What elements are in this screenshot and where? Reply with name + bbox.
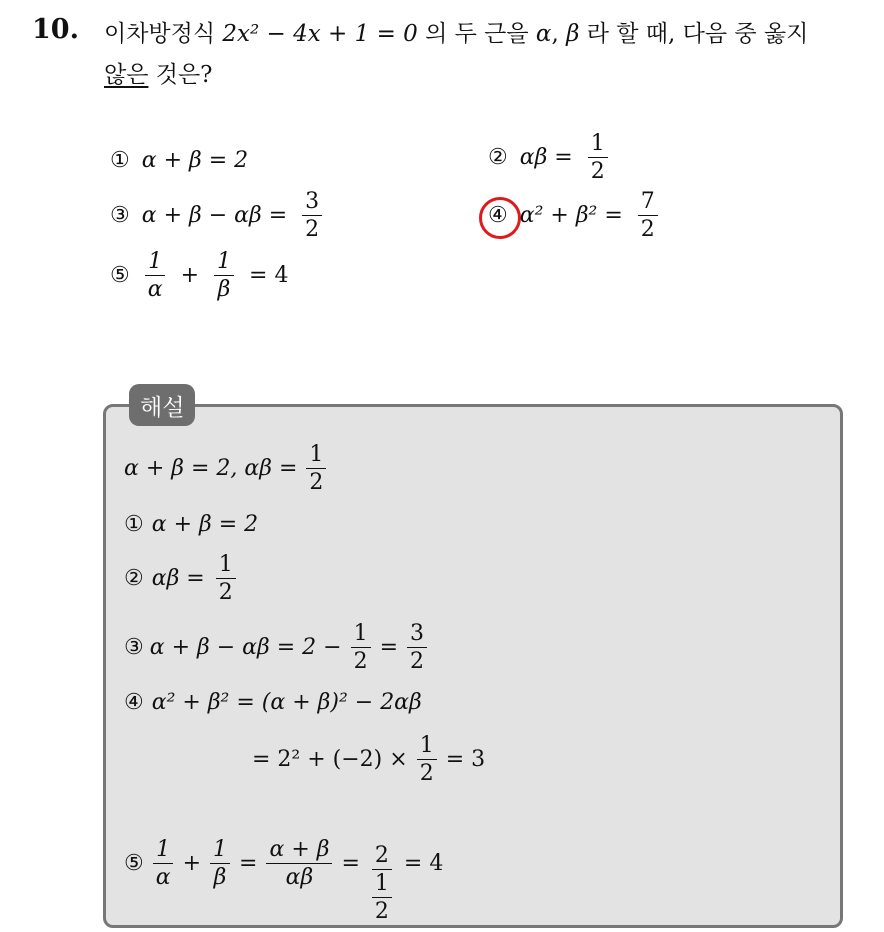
choice-2-number: ②: [488, 145, 508, 171]
choice-2-fraction: $\frac{1}{2}$: [588, 132, 608, 183]
solution-line-4: ④ α² + β² = (α + β)² − 2αβ: [124, 690, 422, 715]
solution-line-1: ① α + β = 2: [124, 512, 259, 537]
question-text-tail: 것은?: [155, 62, 213, 88]
solution-label: 해설: [129, 384, 195, 426]
choice-4-fraction: $\frac{7}{2}$: [638, 190, 658, 241]
question-text-start: 이차방정식: [104, 21, 216, 47]
choice-4-number: ④: [488, 203, 508, 229]
choice-2[interactable]: [488, 132, 611, 183]
question-line-2: [104, 56, 213, 89]
choice-5-number: ⑤: [110, 263, 130, 289]
choice-5-expr: = 4: [249, 263, 289, 289]
choice-5[interactable]: [110, 250, 288, 301]
question-number: 10.: [32, 14, 79, 45]
solution-line-3: ③ α + β − αβ = 2 − $\frac{1}{2}$ = $\frac{3}{2}$: [124, 622, 430, 673]
choice-3-fraction: $\frac{3}{2}$: [302, 190, 322, 241]
choice-4[interactable]: [488, 190, 661, 241]
choice-4-expr: α² + β² =: [519, 203, 623, 229]
beta-symbol: β: [566, 21, 580, 47]
solution-line-0: α + β = 2, αβ = $\frac{1}{2}$: [124, 443, 329, 494]
choice-3-expr: α + β − αβ =: [141, 203, 288, 229]
underlined-word: 않은: [104, 62, 149, 88]
choice-1-expr: α + β = 2: [141, 148, 249, 173]
choice-3-number: ③: [110, 203, 130, 229]
solution-line-2: ② αβ = $\frac{1}{2}$: [124, 553, 239, 604]
choice-3[interactable]: [110, 190, 325, 241]
choice-2-expr: αβ =: [519, 145, 573, 171]
equation: 2x² − 4x + 1 = 0: [222, 21, 418, 47]
solution-line-5: ⑤ $\frac{1}{\alpha}$ + $\frac{1}{\beta}$ = $\frac{\alpha + \beta}{\alpha\beta}$ = $\frac{2}{\frac{1}{2}}$ = 4: [124, 837, 444, 925]
question-text-mid: 의 두 근을: [425, 21, 529, 47]
question-text-end: 라 할 때, 다음 중 옳지: [586, 21, 809, 47]
choice-1-number: ①: [110, 148, 130, 173]
choice-1[interactable]: [110, 148, 248, 173]
choice-5-plus: +: [180, 263, 200, 289]
choice-5-fraction-2: $\frac{1}{\beta}$: [214, 250, 234, 301]
solution-line-4b: = 2² + (−2) × $\frac{1}{2}$ = 3: [252, 733, 486, 787]
alpha-symbol: α: [535, 21, 552, 47]
question-line-1: 이차방정식 2x² − 4x + 1 = 0 의 두 근을 α, β 라 할 때, 다음 중 옳지: [104, 21, 809, 47]
choice-5-fraction-1: $\frac{1}{\alpha}$: [145, 250, 166, 301]
